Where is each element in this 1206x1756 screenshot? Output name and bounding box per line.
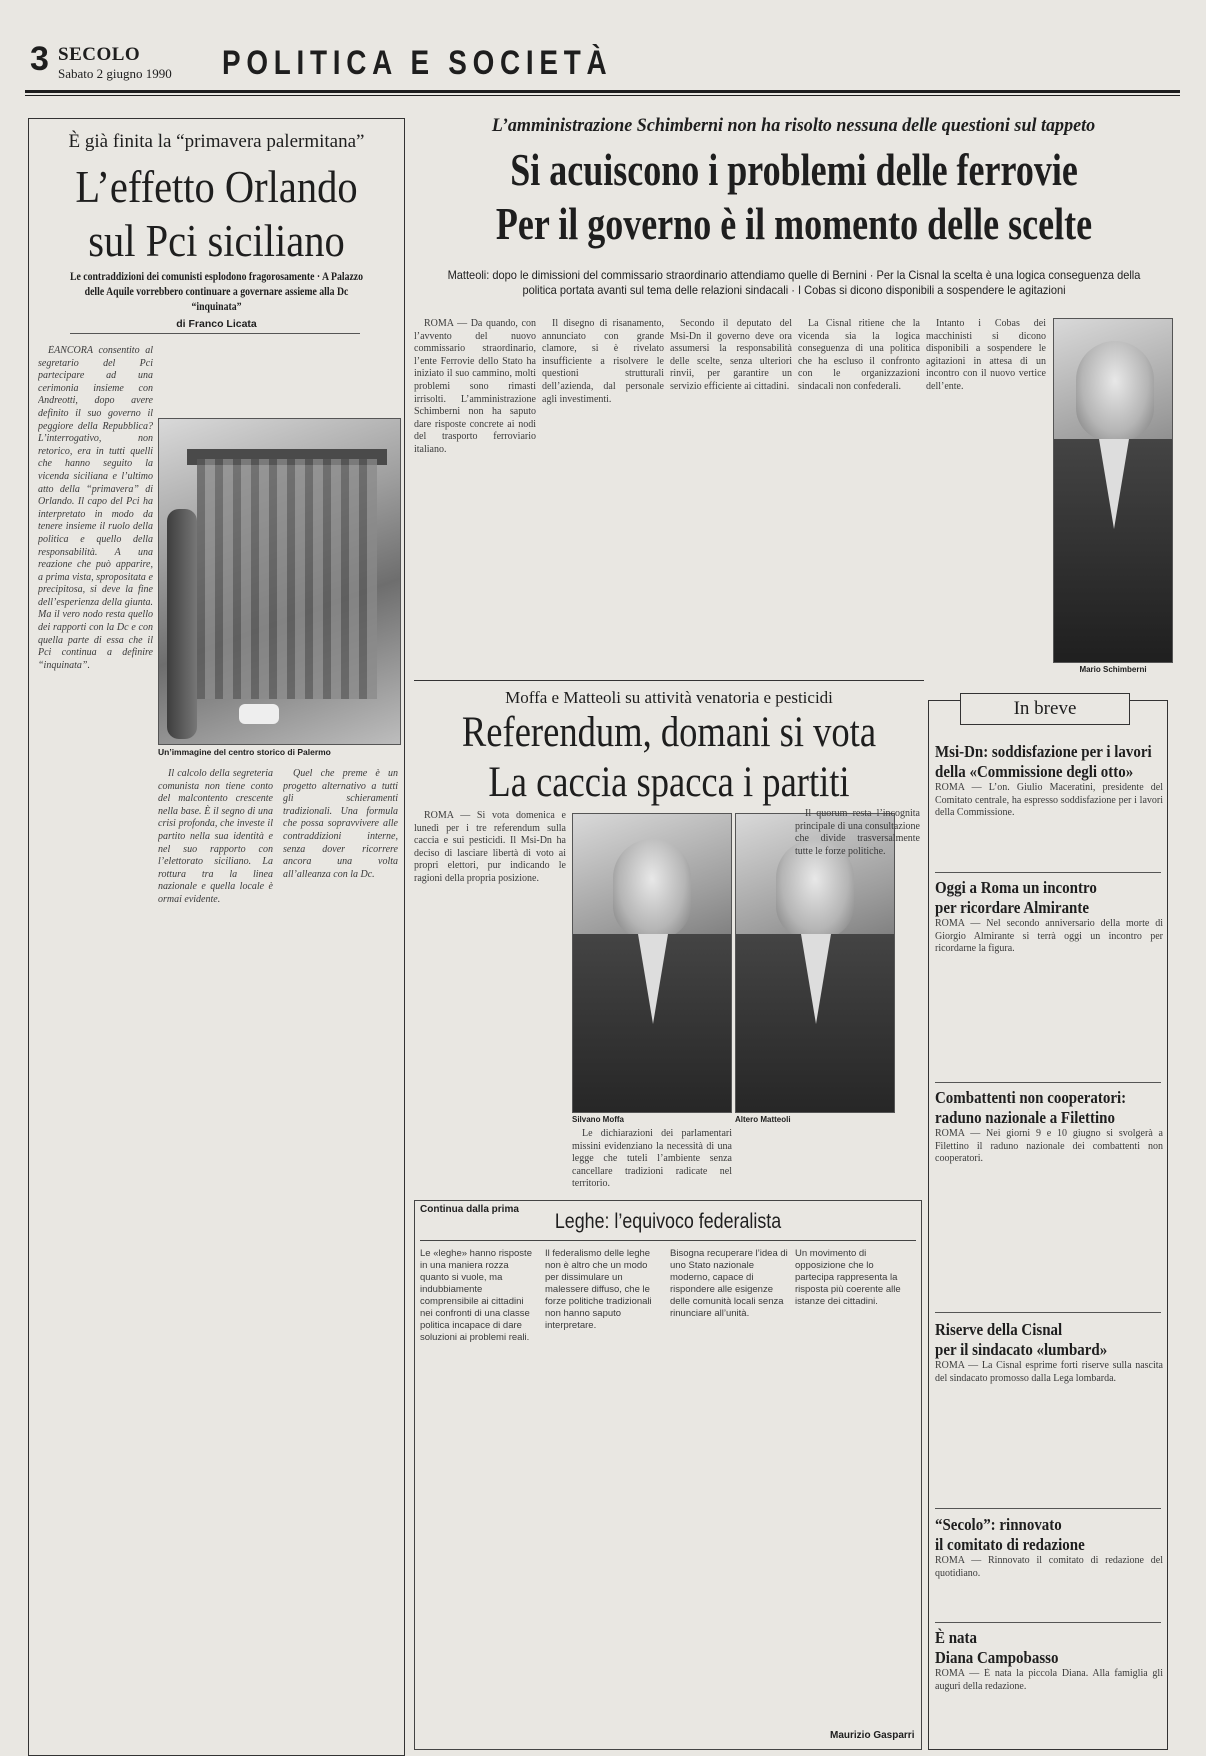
breve-item-3-head-1: Combattenti non cooperatori:: [935, 1088, 1127, 1107]
orlando-column-1-text: ÈANCORA consentito al segretario del Pci partecipare ad una cerimonia insieme con Andreotti, dopo avere definito il suo governo il peggiore della Repubblica? L’interrogativo, non retorico, era in tutti quelli che hanno seguito la vicenda siciliana e l’ultimo atto della “primavera” di Orlando. Il capo del Pci ha interpretato in modo da tenere insieme il ruolo della politica e quello della responsabilità. A una reazione che può apparire, a prima vista, spropositata e precipitosa, si deve la fine dell’esperienza della giunta. Ma il vero nodo resta quello dei rapporti con la Dc e con quella parte di essa che il Pci continua a definire “inquinata”.: [38, 345, 153, 671]
leghe-rule: [420, 1240, 916, 1241]
leghe-column-2: Il federalismo delle leghe non è altro che un modo per dissimulare un malessere diffuso, che le forze politiche tradizionali non hanno saputo interpretare.: [545, 1248, 652, 1331]
ferrovie-column-1-text: ROMA — Da quando, con l’avvento del nuovo commissario straordinario, l’ente Ferrovie dello Stato ha iniziato il suo cammino, molti problemi sono rimasti irrisolti. L’amministrazione Schimberni non ha saputo dare risposte concrete ai nodi del trasporto ferroviario italiano.: [414, 318, 536, 455]
breve-item-3-head-2: raduno nazionale a Filettino: [935, 1108, 1115, 1127]
ferrovie-column-4: [798, 318, 920, 673]
breve-divider: [935, 1312, 1161, 1313]
portrait-face: [1076, 341, 1154, 441]
breve-item-3-text: ROMA — Nei giorni 9 e 10 giugno si svolgerà a Filettino il raduno nazionale dei combattenti non cooperatori.: [935, 1128, 1163, 1165]
referendum-column-2-text: Le dichiarazioni dei parlamentari missini evidenziano la necessità di una legge che tuteli l’ambiente senza cancellare tradizioni radicate nel territorio.: [572, 1128, 732, 1190]
palm-tree: [167, 509, 197, 739]
breve-divider: [935, 1082, 1161, 1083]
referendum-column-2: [572, 1128, 732, 1196]
orlando-deck: Le contraddizioni dei comunisti esplodono fragorosamente · A Palazzo delle Aquile vorrebbero continuare a governare assieme alla Dc “inquinata”: [69, 271, 364, 313]
referendum-headline-line-1: Referendum, domani si vota: [461, 709, 877, 756]
ferrovie-column-5: [926, 318, 1046, 673]
breve-item-5: [935, 1515, 1163, 1615]
portrait-face: [613, 839, 691, 939]
orlando-column-2-text: Il calcolo della segreteria comunista non tiene conto del malcontento crescente nella base. È il segno di una crisi profonda, che investe il partito nella sua identità e nel suo rapporto con l’elettorato siciliano. La rottura tra la linea nazionale e quella locale è ormai evidente.: [158, 768, 273, 905]
page-number: 3: [30, 40, 49, 78]
leghe-column-1: Le «leghe» hanno risposte in una maniera rozza quanto si vuole, ma indubbiamente comprensibile ai cittadini nei confronti di una classe politica incapace di dare soluzioni ai problemi reali.: [420, 1248, 532, 1343]
breve-item-4-head-2: per il sindacato «lumbard»: [935, 1340, 1108, 1359]
palermo-photo: [158, 418, 401, 745]
orlando-headline-line-2: sul Pci siciliano: [88, 216, 345, 266]
in-breve-title: In breve: [960, 693, 1130, 725]
ferrovie-bottom-rule: [414, 680, 924, 681]
referendum-headline: [452, 708, 886, 808]
breve-item-6-text: ROMA — È nata la piccola Diana. Alla famiglia gli auguri della redazione.: [935, 1668, 1163, 1692]
breve-item-6-head-2: Diana Campobasso: [935, 1648, 1059, 1667]
ferrovie-headline-line-1: Si acuiscono i problemi delle ferrovie: [510, 145, 1078, 195]
referendum-column-3-text: Il quorum resta l’incognita principale di una consultazione che divide trasversalmente tutte le forze politiche.: [795, 808, 920, 857]
breve-item-4-text: ROMA — La Cisnal esprime forti riserve sulla nascita del sindacato promosso dalla Lega lombarda.: [935, 1360, 1163, 1384]
breve-item-5-head-1: “Secolo”: rinnovato: [935, 1515, 1062, 1534]
masthead-rule: [25, 90, 1180, 93]
referendum-column-3: [795, 808, 920, 1196]
newspaper-name: SECOLO: [58, 44, 141, 65]
matteoli-photo-caption: Altero Matteoli: [735, 1115, 791, 1124]
breve-item-5-text: ROMA — Rinnovato il comitato di redazione del quotidiano.: [935, 1555, 1163, 1579]
breve-item-1: [935, 742, 1163, 842]
moffa-photo: [572, 813, 732, 1113]
breve-divider: [935, 872, 1161, 873]
referendum-column-1: [414, 810, 566, 1195]
ferrovie-column-2-text: Il disegno di risanamento, annunciato con grande clamore, si è rivelato insufficiente a risolvere le questioni strutturali dell’azienda, dal personale agli investimenti.: [542, 318, 664, 405]
breve-item-3: [935, 1088, 1163, 1298]
leghe-column-4: Un movimento di opposizione che lo partecipa rappresenta la risposta più coerente alle istanze dei cittadini.: [795, 1248, 901, 1307]
palermo-photo-caption: Un’immagine del centro storico di Palermo: [158, 747, 331, 757]
schimberni-photo: [1053, 318, 1173, 663]
byline-rule: [70, 333, 360, 334]
breve-item-1-head-1: Msi-Dn: soddisfazione per i lavori: [935, 742, 1152, 761]
breve-item-1-text: ROMA — L’on. Giulio Maceratini, presidente del Comitato centrale, ha espresso soddisfazione per i lavori della Commissione.: [935, 782, 1163, 819]
car: [239, 704, 279, 724]
breve-item-2-head-2: per ricordare Almirante: [935, 898, 1089, 917]
breve-item-2-text: ROMA — Nel secondo anniversario della morte di Giorgio Almirante si terrà oggi un incontro per ricordarne la figura.: [935, 918, 1163, 955]
leghe-signature: Maurizio Gasparri: [830, 1730, 915, 1741]
leghe-continued-label: Continua dalla prima: [420, 1204, 519, 1215]
ferrovie-column-2: [542, 318, 664, 673]
ferrovie-headline-line-2: Per il governo è il momento delle scelte: [495, 199, 1093, 249]
ferrovie-column-3-text: Secondo il deputato del Msi-Dn il governo deve ora assumersi la responsabilità delle scelte, senza ulteriori rinvii, per garantire un servizio efficiente ai cittadini.: [670, 318, 792, 392]
orlando-byline: di Franco Licata: [176, 318, 257, 330]
orlando-column-2: [158, 768, 273, 1748]
orlando-column-3-text: Quel che preme è un progetto alternativo a tutti gli schieramenti tradizionali. Una formula che possa sopravvivere alle contraddizioni interne, senza dover ricorrere ancora una volta all’alleanza con la Dc.: [283, 768, 398, 880]
breve-item-2: [935, 878, 1163, 1088]
breve-divider: [935, 1508, 1161, 1509]
breve-item-6-head-1: È nata: [935, 1628, 977, 1647]
leghe-column-3: Bisogna recuperare l’idea di uno Stato nazionale moderno, capace di rispondere alle esigenze delle comunità locali senza rinunciare all’unità.: [670, 1248, 788, 1319]
ferrovie-deck: Matteoli: dopo le dimissioni del commissario straordinario attendiamo quelle di Bernini · Per la Cisnal la scelta è una logica conseguenza della politica portata avanti sul tema delle relazioni sindacali · I Cobas si dicono disponibili a sospendere le agitazioni: [447, 268, 1141, 297]
breve-item-4-head-1: Riserve della Cisnal: [935, 1320, 1063, 1339]
orlando-headline: [47, 160, 386, 268]
orlando-headline-line-1: L’effetto Orlando: [75, 162, 358, 212]
orlando-column-1: [38, 345, 153, 1745]
referendum-kicker: Moffa e Matteoli su attività venatoria e pesticidi: [505, 688, 833, 707]
leghe-headline: Leghe: l’equivoco federalista: [554, 1210, 782, 1233]
breve-item-2-head-1: Oggi a Roma un incontro: [935, 878, 1097, 897]
ferrovie-column-1: [414, 318, 536, 673]
orlando-column-3: [283, 768, 398, 1748]
ferrovie-kicker: L’amministrazione Schimberni non ha risolto nessuna delle questioni sul tappeto: [491, 115, 1096, 136]
referendum-headline-line-2: La caccia spacca i partiti: [488, 759, 850, 806]
ferrovie-column-5-text: Intanto i Cobas dei macchinisti si dicono disponibili a sospendere le agitazioni in attesa di un incontro con il nuovo vertice dell’ente.: [926, 318, 1046, 392]
masthead-thin-rule: [25, 95, 1180, 96]
breve-divider: [935, 1622, 1161, 1623]
section-title: POLITICA E SOCIETÀ: [222, 44, 613, 82]
orlando-kicker: È già finita la “primavera palermitana”: [68, 131, 365, 152]
breve-item-1-head-2: della «Commissione degli otto»: [935, 762, 1134, 781]
breve-item-5-head-2: il comitato di redazione: [935, 1535, 1085, 1554]
breve-item-6: [935, 1628, 1163, 1738]
breve-item-4: [935, 1320, 1163, 1490]
ferrovie-headline: [490, 143, 1098, 251]
referendum-column-1-text: ROMA — Si vota domenica e lunedì per i tre referendum sulla caccia e sui pesticidi. Il Msi-Dn ha deciso di lasciare libertà di voto ai propri elettori, pur indicando le ragioni della propria posizione.: [414, 810, 566, 884]
building: [197, 459, 377, 699]
ferrovie-column-3: [670, 318, 792, 673]
schimberni-photo-caption: Mario Schimberni: [1079, 665, 1147, 674]
ferrovie-column-4-text: La Cisnal ritiene che la vicenda sia la logica conseguenza di una politica che ha escluso il confronto con le organizzazioni sindacali non confederali.: [798, 318, 920, 392]
publication-date: Sabato 2 giugno 1990: [58, 66, 172, 81]
moffa-photo-caption: Silvano Moffa: [572, 1115, 625, 1124]
